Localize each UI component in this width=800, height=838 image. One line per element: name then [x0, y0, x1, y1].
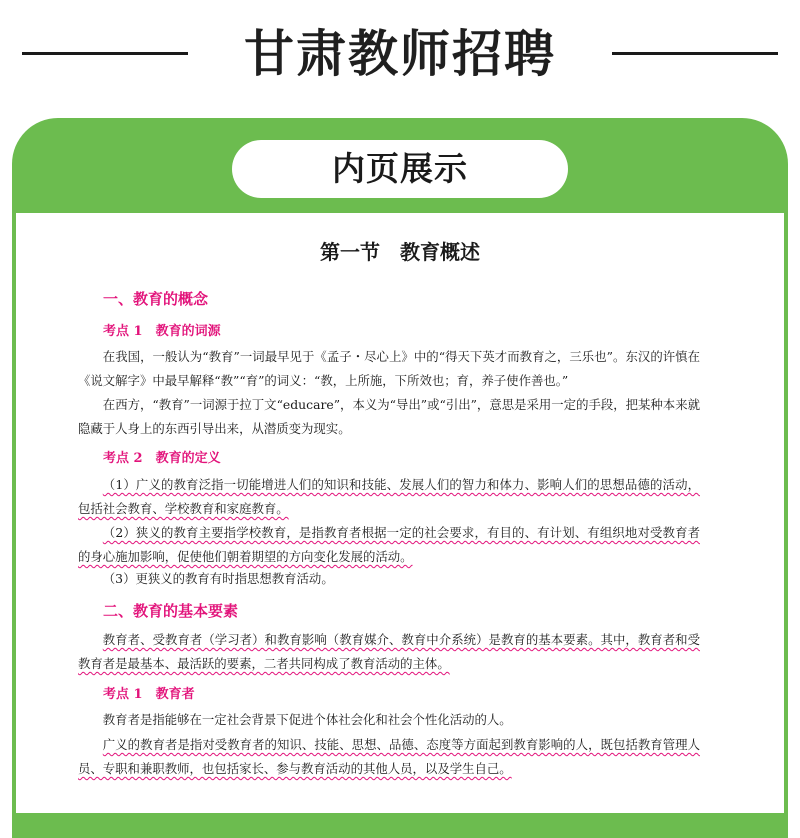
- paragraph-broad-educator: [78, 733, 700, 781]
- banner-left-rule: [22, 52, 188, 55]
- kaodian-educator-label: 考点 1 教育者: [103, 687, 195, 702]
- paragraph-basic-elements-text: 教育者、受教育者（学习者）和教育影响（教育媒介、教育中介系统）是教育的基本要素。其中，教育者和受教育者是最基本、最活跃的要素，二者共同构成了教育活动的主体。: [78, 632, 700, 671]
- heading-education-concept: 一、教育的概念: [103, 290, 209, 308]
- paragraph-educator-definition: 教育者是指能够在一定社会背景下促进个体社会化和社会个性化活动的人。: [102, 712, 512, 727]
- inner-page-pill-label: 内页展示: [232, 140, 568, 198]
- paragraph-basic-elements: [78, 628, 700, 676]
- paragraph-china-etymology: 在我国，一般认为“教育”一词最早见于《孟子・尽心上》中的“得天下英才而教育之，三乐也”。东汉的许慎在《说文解字》中最早解释“教”“育”的词义：“教，上所施，下所效也；育，养子使作善也。”: [78, 349, 700, 388]
- kaodian-definition-label: 考点 2 教育的定义: [103, 451, 221, 466]
- paragraph-narrow-definition-text: （2）狭义的教育主要指学校教育，是指教育者根据一定的社会要求，有目的、有计划、有组织地对受教育者的身心施加影响，促使他们朝着期望的方向变化发展的活动。: [78, 525, 700, 564]
- paragraph-broad-definition: [78, 473, 700, 521]
- section-title: 第一节 教育概述: [320, 240, 480, 264]
- paragraph-broad-definition-text: （1）广义的教育泛指一切能增进人们的知识和技能、发展人们的智力和体力、影响人们的思想品德的活动，包括社会教育、学校教育和家庭教育。: [78, 477, 700, 516]
- paragraph-western-etymology: 在西方，“教育”一词源于拉丁文“educare”，本义为“导出”或“引出”，意思是采用一定的手段，把某种本来就隐藏于人身上的东西引导出来，从潜质变为现实。: [78, 397, 700, 436]
- paragraph-narrow-definition: [78, 521, 700, 569]
- paragraph-broad-educator-text: 广义的教育者是指对受教育者的知识、技能、思想、品德、态度等方面起到教育影响的人，既包括教育管理人员、专职和兼职教师，也包括家长、参与教育活动的其他人员，以及学生自己。: [78, 737, 700, 776]
- heading-basic-elements: 二、教育的基本要素: [103, 602, 239, 620]
- banner-title: 甘肃教师招聘: [244, 25, 556, 83]
- paragraph-narrowest-definition: （3）更狭义的教育有时指思想教育活动。: [102, 571, 334, 586]
- kaodian-etymology-label: 考点 1 教育的词源: [103, 324, 221, 339]
- banner-right-rule: [612, 52, 778, 55]
